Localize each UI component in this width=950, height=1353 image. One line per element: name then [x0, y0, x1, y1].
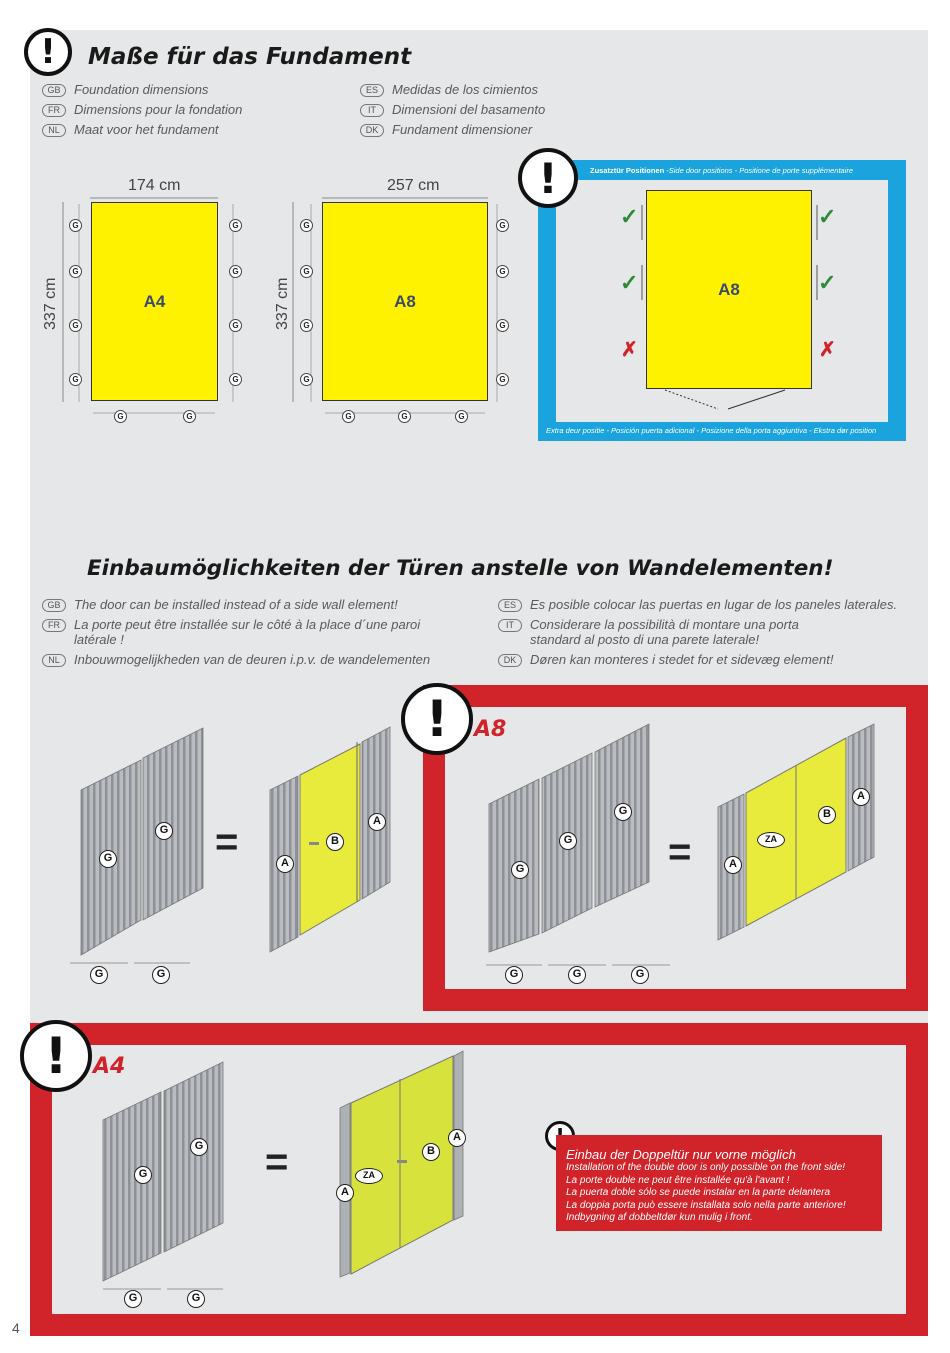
g-marker: G	[398, 410, 411, 423]
check-icon: ✓	[818, 270, 837, 295]
g-marker: G	[496, 319, 509, 332]
a4-height-label: 337 cm	[42, 277, 59, 330]
g-marker: G	[69, 319, 82, 332]
note-it: La doppia porta può essere installata solo nella parte anteriore!	[566, 1199, 846, 1211]
note-gb: Installation of the double door is only possible on the front side!	[566, 1162, 846, 1173]
g-marker: G	[229, 373, 242, 386]
check-icon: ✓	[620, 204, 639, 229]
g-marker: G	[455, 410, 468, 423]
a4-foundation-plan: A4	[91, 202, 218, 401]
a8-height-label: 337 cm	[274, 277, 291, 330]
g-marker: G	[90, 966, 108, 984]
a-marker: A	[724, 856, 742, 874]
warning-icon: !	[20, 1020, 92, 1092]
lang-gb-foundation: GB Foundation dimensions	[42, 82, 208, 97]
g-marker: G	[300, 219, 313, 232]
b-marker: B	[422, 1143, 440, 1161]
lang-nl-doors: NL Inbouwmogelijkheden van de deuren i.p.v. de wandelementen	[42, 652, 462, 667]
g-marker: G	[559, 832, 577, 850]
note-fr: La porte double ne peut être installée qu'à l'avant !	[566, 1174, 790, 1186]
lang-gb-doors: GB The door can be installed instead of a side wall element!	[42, 597, 452, 612]
equals-sign: =	[668, 830, 692, 874]
door-positions-header: Zusatztür Positionen -Side door positions - Positione de porte supplémentaire	[590, 166, 854, 175]
a-marker: A	[276, 855, 294, 873]
g-marker: G	[99, 850, 117, 868]
g-marker: G	[114, 410, 127, 423]
wall-panels-illustration	[98, 1048, 233, 1288]
b-marker: B	[326, 833, 344, 851]
a8-width-label: 257 cm	[387, 177, 440, 194]
a-marker: A	[448, 1129, 466, 1147]
g-marker: G	[505, 966, 523, 984]
cross-icon: ✗	[621, 339, 638, 361]
g-marker: G	[190, 1138, 208, 1156]
note-dk: Indbygning af dobbeltdør kun mulig i front.	[566, 1212, 753, 1223]
lang-es-foundation: ES Medidas de los cimientos	[360, 82, 538, 97]
warning-icon: !	[24, 28, 72, 76]
g-marker: G	[229, 319, 242, 332]
g-marker: G	[155, 822, 173, 840]
g-marker: G	[496, 373, 509, 386]
lang-fr-doors: FR La porte peut être installée sur le côté à la place d´une paroi latérale !	[42, 617, 462, 647]
g-marker: G	[496, 219, 509, 232]
lang-fr-foundation: FR Dimensions pour la fondation	[42, 102, 242, 117]
a-marker: A	[368, 813, 386, 831]
g-marker: G	[300, 373, 313, 386]
g-marker: G	[300, 319, 313, 332]
g-marker: G	[69, 219, 82, 232]
note-es: La puerta doble sólo se puede instalar en la parte delantera	[566, 1187, 831, 1198]
a4-width-label: 174 cm	[128, 177, 181, 194]
g-marker: G	[229, 219, 242, 232]
g-marker: G	[342, 410, 355, 423]
check-icon: ✓	[818, 204, 837, 229]
a8-door-position-plan: A8	[646, 190, 812, 389]
check-icon: ✓	[620, 270, 639, 295]
g-marker: G	[300, 265, 313, 278]
dimension-lines	[68, 960, 193, 966]
lang-es-doors: ES Es posible colocar las puertas en lugar de los paneles laterales.	[498, 597, 918, 612]
g-marker: G	[614, 803, 632, 821]
g-marker: G	[183, 410, 196, 423]
g-marker: G	[511, 861, 529, 879]
g-marker: G	[631, 966, 649, 984]
warning-icon: !	[401, 683, 473, 755]
section-foundation-title: Maße für das Fundament	[88, 44, 412, 70]
lang-it-doors: IT Considerare la possibilità di montare una porta standard al posto di una parete laterale!	[498, 617, 918, 647]
a8-foundation-plan: A8	[322, 202, 488, 401]
g-marker: G	[152, 966, 170, 984]
g-marker: G	[69, 265, 82, 278]
warning-icon: !	[518, 148, 578, 208]
double-door-illustration	[335, 1048, 470, 1280]
a-marker: A	[852, 788, 870, 806]
door-positions-footer: Extra deur positie - Posición puerta adicional - Posizione della porta aggiuntiva - Ekstra dør position	[546, 426, 877, 435]
wall-panels-illustration	[75, 720, 210, 960]
g-marker: G	[187, 1290, 205, 1308]
g-marker: G	[69, 373, 82, 386]
equals-sign: =	[215, 820, 239, 864]
equals-sign: =	[265, 1140, 289, 1184]
note-de: Einbau der Doppeltür nur vorne möglich	[566, 1147, 796, 1162]
lang-dk-doors: DK Døren kan monteres i stedet for et sidevæg element!	[498, 652, 918, 667]
door-position-lines	[620, 190, 840, 420]
lang-dk-foundation: DK Fundament dimensioner	[360, 122, 532, 137]
g-marker: G	[496, 265, 509, 278]
lang-nl-foundation: NL Maat voor het fundament	[42, 122, 219, 137]
double-door-note	[556, 1135, 882, 1231]
g-marker: G	[124, 1290, 142, 1308]
section-doors-title: Einbaumöglichkeiten der Türen anstelle von Wandelementen!	[87, 556, 834, 581]
b-marker: B	[818, 806, 836, 824]
za-marker: ZA	[355, 1168, 383, 1184]
cross-icon: ✗	[819, 339, 836, 361]
g-marker: G	[134, 1166, 152, 1184]
dimension-lines	[101, 1286, 226, 1292]
lang-it-foundation: IT Dimensioni del basamento	[360, 102, 545, 117]
a-marker: A	[336, 1184, 354, 1202]
page-number: 4	[12, 1320, 20, 1336]
g-marker: G	[229, 265, 242, 278]
g-marker: G	[568, 966, 586, 984]
a8-panel-title: A8	[474, 717, 507, 742]
double-door-illustration	[714, 712, 879, 944]
za-marker: ZA	[757, 832, 785, 848]
a4-panel-title: A4	[93, 1054, 126, 1079]
